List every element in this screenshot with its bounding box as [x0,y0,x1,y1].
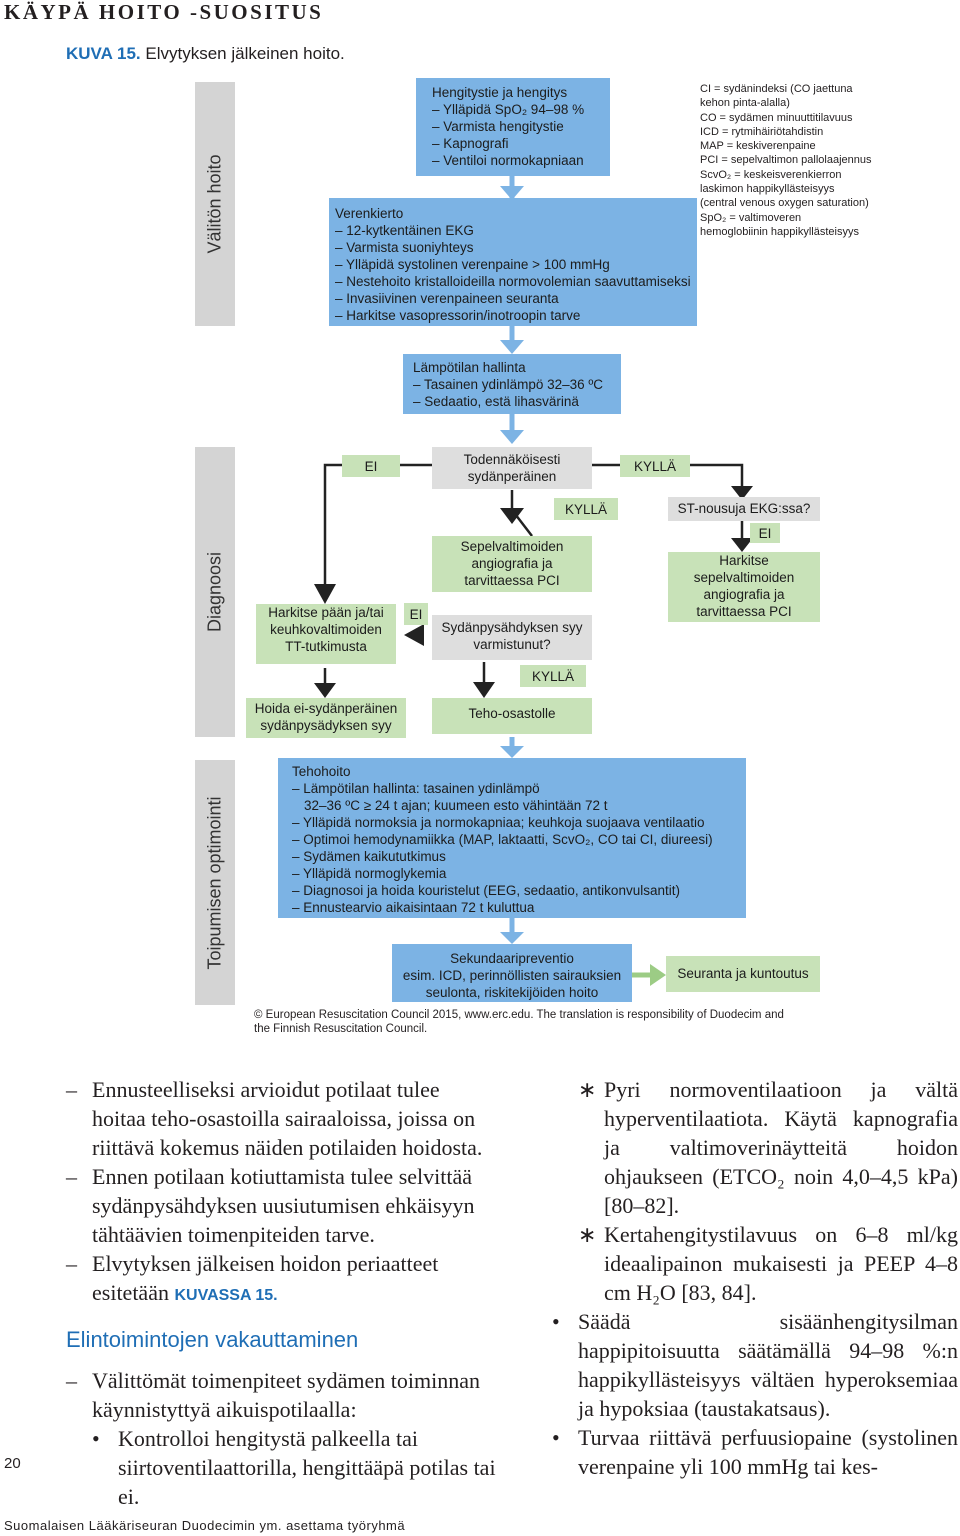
icu-care-title: Tehohoito [292,764,351,779]
circulation-line: – 12-kytkentäinen EKG [335,223,474,238]
figure-number: KUVA 15. [66,44,141,63]
airway-box [416,78,610,176]
yes-label: KYLLÄ [554,498,618,520]
probable-cardiac-box: Todennäköisesti sydänperäinen [432,447,592,489]
section-heading: Elintoimintojen vakauttaminen [66,1327,359,1352]
section-label: Välitön hoito [204,154,225,254]
abbreviation: ICD = rytmihäiriötahdistin [700,125,824,138]
secondary-line: seulonta, riskitekijöiden hoito [425,985,599,1000]
consider-angiography-box: Harkitse sepelvaltimoiden angiografia ja tarvittaessa PCI [668,552,820,622]
angiography-box: Sepelvaltimoiden angiografia ja tarvittaessa PCI [432,536,592,592]
yes-label: KYLLÄ [620,455,690,477]
airway-title: Hengitystie ja hengitys [432,85,568,100]
icu-care-box [278,758,746,918]
list-item: – Ennen potilaan kotiuttamista tulee selvittää sydänpysähdyksen uusiutumisen ehkäisyyn tähtäävien toimenpiteiden tarve. [66,1164,475,1247]
airway-line: – Ventiloi normokapniaan [432,153,584,168]
list-item: ∗ Pyri normoventilaatioon ja vältä hyperventilaatiota. Käytä kapnografia ja valtimoverinäytteitä hoidon ohjaukseen (ETCO₂ noin 4,0–4,5 kPa) [80–82]. [578,1077,958,1218]
abbreviation: PCI = sepelvaltimon pallolaajennus [700,154,872,167]
abbreviation: CI = sydänindeksi (CO jaettuna kehon pinta-alalla) [700,83,853,110]
list-item: • Säädä sisäänhengitysilman happipitoisuutta säätämällä 94–98 %:n happikyllästeisyys vältäen hyperoksemiaa ja hypoksiaa (taustakatsaus). [552,1309,958,1421]
ct-box: Harkitse pään ja/tai keuhkovaltimoiden TT-tutkimusta [256,604,396,664]
circulation-line: – Varmista suoniyhteys [335,240,474,255]
rehab-box: Seuranta ja kuntoutus [666,956,820,992]
copyright-note [254,1008,784,1036]
icu-care-line: – Ennustearvio aikaisintaan 72 t kuluttua [292,900,535,915]
st-elevation-question: ST-nousuja EKG:ssa? [668,497,820,521]
icu-care-line: – Sydämen kaikututkimus [292,849,446,864]
icu-care-line: – Diagnosoi ja hoida kouristelut (EEG, sedaatio, antikonvulsantit) [292,883,680,898]
list-item: – Elvytyksen jälkeisen hoidon periaatteet esitetään KUVASSA 15. [66,1251,439,1305]
circulation-line: – Invasiivinen verenpaineen seuranta [335,291,559,306]
icu-care-line: – Lämpötilan hallinta: tasainen ydinlämpö [292,781,540,796]
yes-label: KYLLÄ [520,665,586,687]
no-label: EI [342,455,400,477]
cause-question-box: Sydänpysähdyksen syy varmistunut? [432,615,592,660]
no-label: EI [750,523,780,543]
page-footer: Suomalaisen Lääkäriseuran Duodecimin ym. asettama työryhmä [4,1518,406,1533]
figure-title: Elvytyksen jälkeinen hoito. [140,44,345,63]
icu-care-line: 32–36 ºC ≥ 24 t ajan; kuumeen esto vähintään 72 t [304,798,608,813]
circulation-title: Verenkierto [335,206,404,221]
airway-line: – Varmista hengitystie [432,119,564,134]
left-column [66,1075,498,1310]
list-item: • Kontrolloi hengitystä palkeella tai siirtoventilaattorilla, hengittääpä potilas tai ei. [92,1426,496,1509]
arrow-head [500,430,524,444]
arrow-head [500,932,524,944]
abbreviation: CO = sydämen minuuttitilavuus [700,111,853,124]
arrow-head [314,584,336,604]
temperature-line: – Tasainen ydinlämpö 32–36 ºC [413,377,604,392]
temperature-title: Lämpötilan hallinta [413,360,526,375]
section-label: Diagnoosi [204,551,225,633]
figure-reference-link[interactable]: KUVASSA 15. [174,1287,278,1304]
arrow-head [650,964,666,986]
section-label: Toipumisen optimointi [204,795,225,970]
list-item: – Välittömät toimenpiteet sydämen toiminnan käynnistyttyä aikuispotilaalla: [66,1368,480,1422]
left-column-lower [66,1366,498,1511]
arrow-head [314,683,336,698]
copyright-line: © European Resuscitation Council 2015, www.erc.edu. The translation is responsibility of Duodecim and [254,1009,784,1021]
arrow-head [500,746,524,758]
arrow-head [473,682,495,698]
circulation-box [329,198,697,326]
page-number: 20 [4,1455,21,1472]
treat-cause-box: Hoida ei-sydänperäinen sydänpysädyksen syy [246,698,406,738]
abbreviation: SpO₂ = valtimoveren hemoglobiinin happikyllästeisyys [700,211,859,238]
circulation-line: – Nestehoito kristalloideilla normovolemian saavuttamiseksi [335,274,691,289]
icu-care-line: – Ylläpidä normoglykemia [292,866,447,881]
airway-line: – Kapnografi [432,136,509,151]
temperature-box [403,354,621,414]
list-item: ∗ Kertahengitystilavuus on 6–8 ml/kg ideaalipainon mukaisesti ja PEEP 4–8 cm H₂O [83, 84]. [578,1222,958,1305]
arrow-head [500,340,524,354]
airway-line: – Ylläpidä SpO₂ 94–98 % [432,102,585,117]
no-label: EI [404,603,428,625]
secondary-line: Sekundaaripreventio [450,951,574,966]
secondary-line: esim. ICD, perinnöllisten sairauksien [402,968,622,983]
icu-care-line: – Ylläpidä normoksia ja normokapniaa; keuhkoja suojaava ventilaatio [292,815,705,830]
icu-care-line: – Optimoi hemodynamiikka (MAP, laktaatti, ScvO₂, CO tai CI, diureesi) [292,832,713,847]
temperature-line: – Sedaatio, estä lihasvärinä [413,394,579,409]
connector [325,465,432,586]
arrow-head [404,624,424,646]
secondary-prevention-box [392,944,632,1002]
abbreviation: MAP = keskiverenpaine [700,140,816,153]
page-header: KÄYPÄ HOITO -SUOSITUS [4,0,324,24]
abbreviation: ScvO₂ = keskeisverenkierron laskimon happikyllästeisyys (central venous oxygen saturation) [700,168,869,210]
abbreviation-list [700,82,872,239]
copyright-line: the Finnish Resuscitation Council. [254,1023,428,1035]
list-item: • Turvaa riittävä perfuusiopaine (systolinen verenpaine yli 100 mmHg tai kes- [552,1425,958,1479]
icu-box: Teho-osastolle [432,698,592,734]
list-item: – Ennusteelliseksi arvioidut potilaat tulee hoitaa teho-osastoilla sairaaloissa, joissa on riittävä kokemus näiden potilaiden hoidosta. [66,1077,483,1160]
circulation-line: – Ylläpidä systolinen verenpaine > 100 mmHg [335,257,610,272]
right-column [552,1075,958,1481]
circulation-line: – Harkitse vasopressorin/inotroopin tarve [335,308,581,323]
